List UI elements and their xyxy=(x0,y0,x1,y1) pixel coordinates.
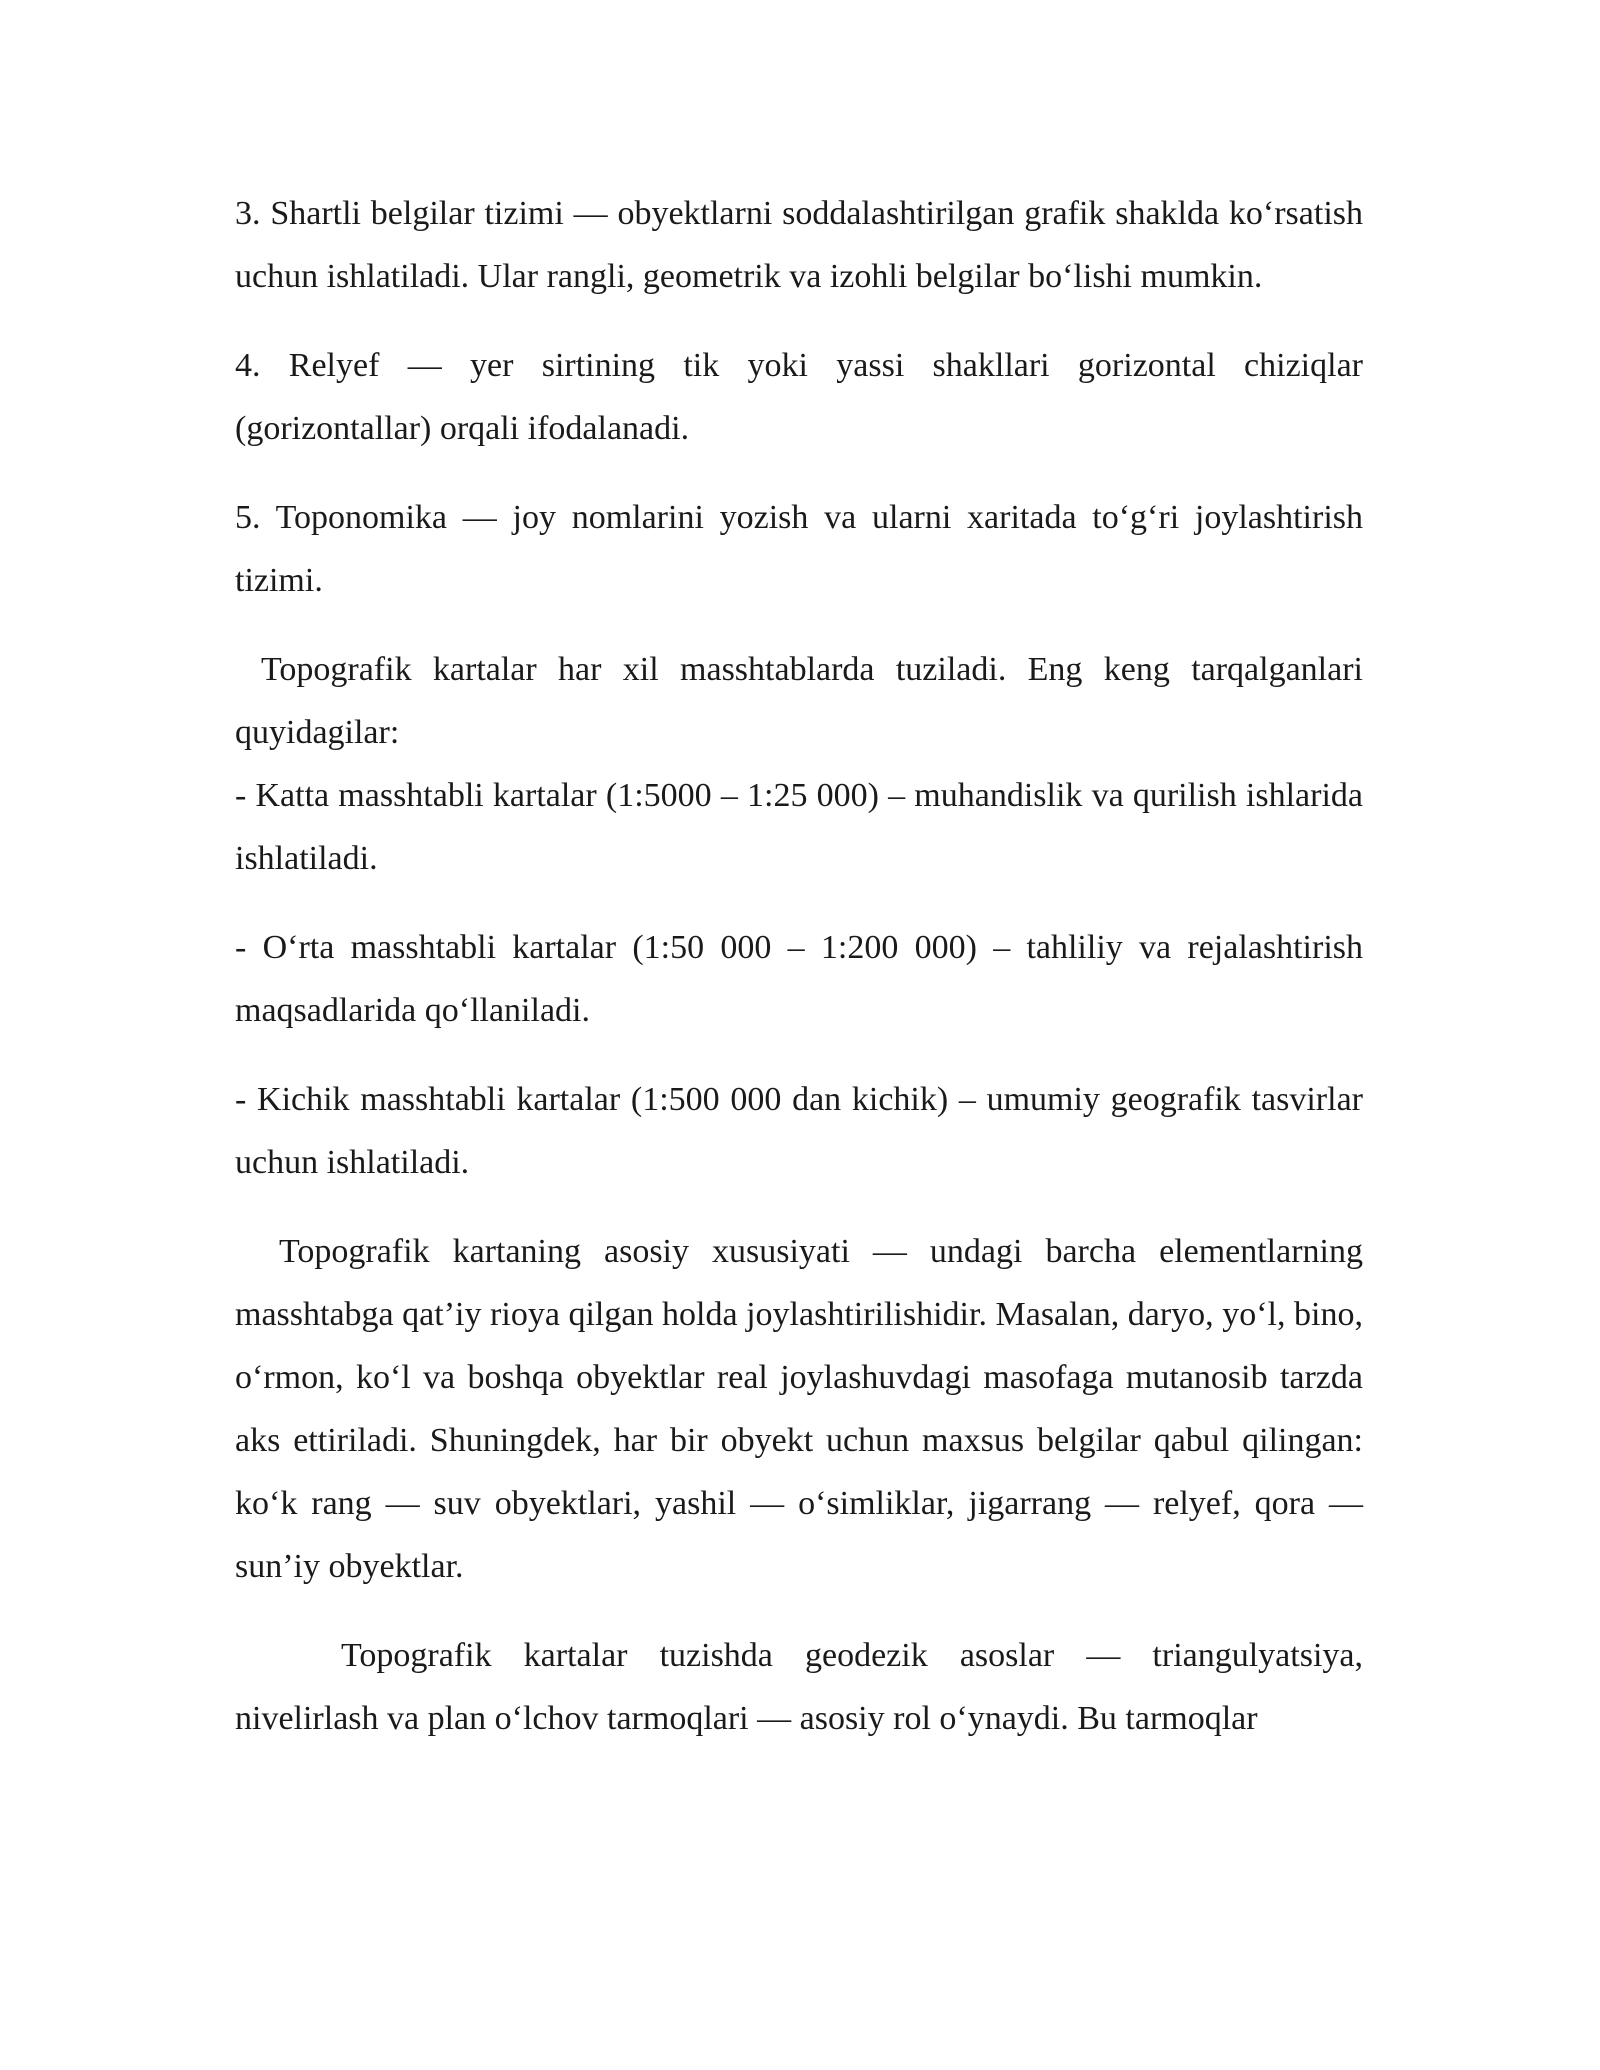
paragraph-toponymy: 5. Toponomika — joy nomlarini yozish va ularni xaritada to‘g‘ri joylashtirish tizimi. xyxy=(235,499,1363,599)
paragraph-scales-intro: Topografik kartalar har xil masshtablarda tuziladi. Eng keng tarqalganlari quyidagilar: xyxy=(235,651,1363,751)
list-item-large-scale: - Katta masshtabli kartalar (1:5000 – 1:25 000) – muhandislik va qurilish ishlarida ishlatiladi. xyxy=(235,777,1363,877)
document-body xyxy=(235,182,1363,1750)
paragraph-geodetic-basis: Topografik kartalar tuzishda geodezik asoslar — triangulyatsiya, nivelirlash va plan o‘lchov tarmoqlari — asosiy rol o‘ynaydi. Bu tarmoqlar xyxy=(235,1637,1363,1737)
paragraph-main-feature: Topografik kartaning asosiy xususiyati — undagi barcha elementlarning masshtabga qat’iy rioya qilgan holda joylashtirilishidir. Masalan, daryo, yo‘l, bino, o‘rmon, ko‘l va boshqa obyektlar real joylashuvdagi masofaga mutanosib tarzda aks ettiriladi. Shuningdek, har bir obyekt uchun maxsus belgilar qabul qilingan: ko‘k rang — suv obyektlari, yashil — o‘simliklar, jigarrang — relyef, qora — sun’iy obyektlar. xyxy=(235,1233,1363,1585)
list-item-small-scale: - Kichik masshtabli kartalar (1:500 000 dan kichik) – umumiy geografik tasvirlar uchun ishlatiladi. xyxy=(235,1081,1363,1181)
list-item-medium-scale: - O‘rta masshtabli kartalar (1:50 000 – 1:200 000) – tahliliy va rejalashtirish maqsadlarida qo‘llaniladi. xyxy=(235,929,1363,1029)
paragraph-conventional-signs: 3. Shartli belgilar tizimi — obyektlarni soddalashtirilgan grafik shaklda ko‘rsatish uchun ishlatiladi. Ular rangli, geometrik va izohli belgilar bo‘lishi mumkin. xyxy=(235,195,1363,295)
paragraph-relief: 4. Relyef — yer sirtining tik yoki yassi shakllari gorizontal chiziqlar (gorizontallar) orqali ifodalanadi. xyxy=(235,347,1363,447)
